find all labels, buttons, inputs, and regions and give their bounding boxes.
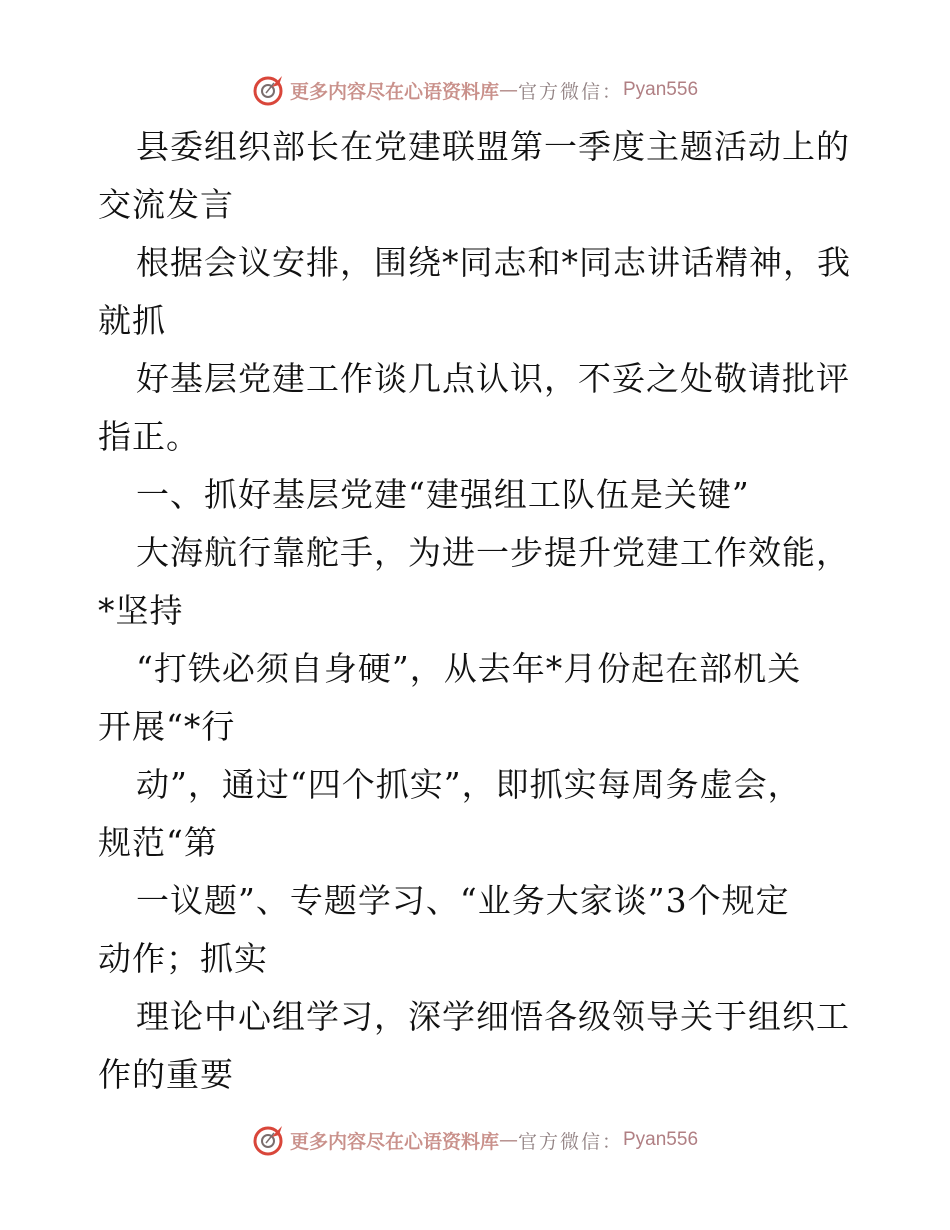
text-line: 就抓 bbox=[98, 301, 166, 340]
watermark-text: 更多内容尽在心语资料库 bbox=[289, 80, 499, 103]
text-line: 大海航行靠舵手，为进一步提升党建工作效能， bbox=[136, 533, 850, 572]
document-body bbox=[98, 118, 858, 1104]
text-line: 一议题”、专题学习、“业务大家谈”3个规定 bbox=[136, 881, 790, 920]
watermark-separator: — bbox=[498, 79, 518, 101]
text-line: 开展“*行 bbox=[98, 707, 236, 746]
section-heading: 一、抓好基层党建“建强组工队伍是关键” bbox=[136, 475, 750, 514]
watermark-wechat-label: 官方微信： bbox=[517, 80, 623, 103]
watermark-wechat-label: 官方微信： bbox=[517, 1130, 623, 1153]
quill-logo-icon bbox=[252, 1123, 286, 1157]
watermark-separator: — bbox=[498, 1129, 518, 1151]
text-line: “打铁必须自身硬”，从去年*月份起在部机关 bbox=[136, 649, 802, 688]
text-line: 作的重要 bbox=[98, 1055, 234, 1094]
text-line: 根据会议安排，围绕*同志和*同志讲话精神，我 bbox=[136, 243, 851, 282]
text-line: 动作；抓实 bbox=[98, 939, 268, 978]
text-line: 理论中心组学习，深学细悟各级领导关于组织工 bbox=[136, 997, 850, 1036]
text-line: 规范“第 bbox=[98, 823, 218, 862]
header-watermark bbox=[0, 70, 950, 110]
text-line: 交流发言 bbox=[98, 185, 234, 224]
watermark-text: 更多内容尽在心语资料库 bbox=[289, 1130, 499, 1153]
text-line: 县委组织部长在党建联盟第一季度主题活动上的 bbox=[136, 127, 850, 166]
quill-logo-icon bbox=[252, 73, 286, 107]
watermark-wechat-id: Pyan556 bbox=[623, 1129, 699, 1150]
text-line: 指正。 bbox=[98, 417, 200, 456]
footer-watermark bbox=[0, 1120, 950, 1160]
text-line: 好基层党建工作谈几点认识，不妥之处敬请批评 bbox=[136, 359, 850, 398]
watermark-wechat-id: Pyan556 bbox=[623, 79, 699, 100]
text-line: 动”，通过“四个抓实”，即抓实每周务虚会， bbox=[136, 765, 802, 804]
text-line: *坚持 bbox=[98, 591, 184, 630]
